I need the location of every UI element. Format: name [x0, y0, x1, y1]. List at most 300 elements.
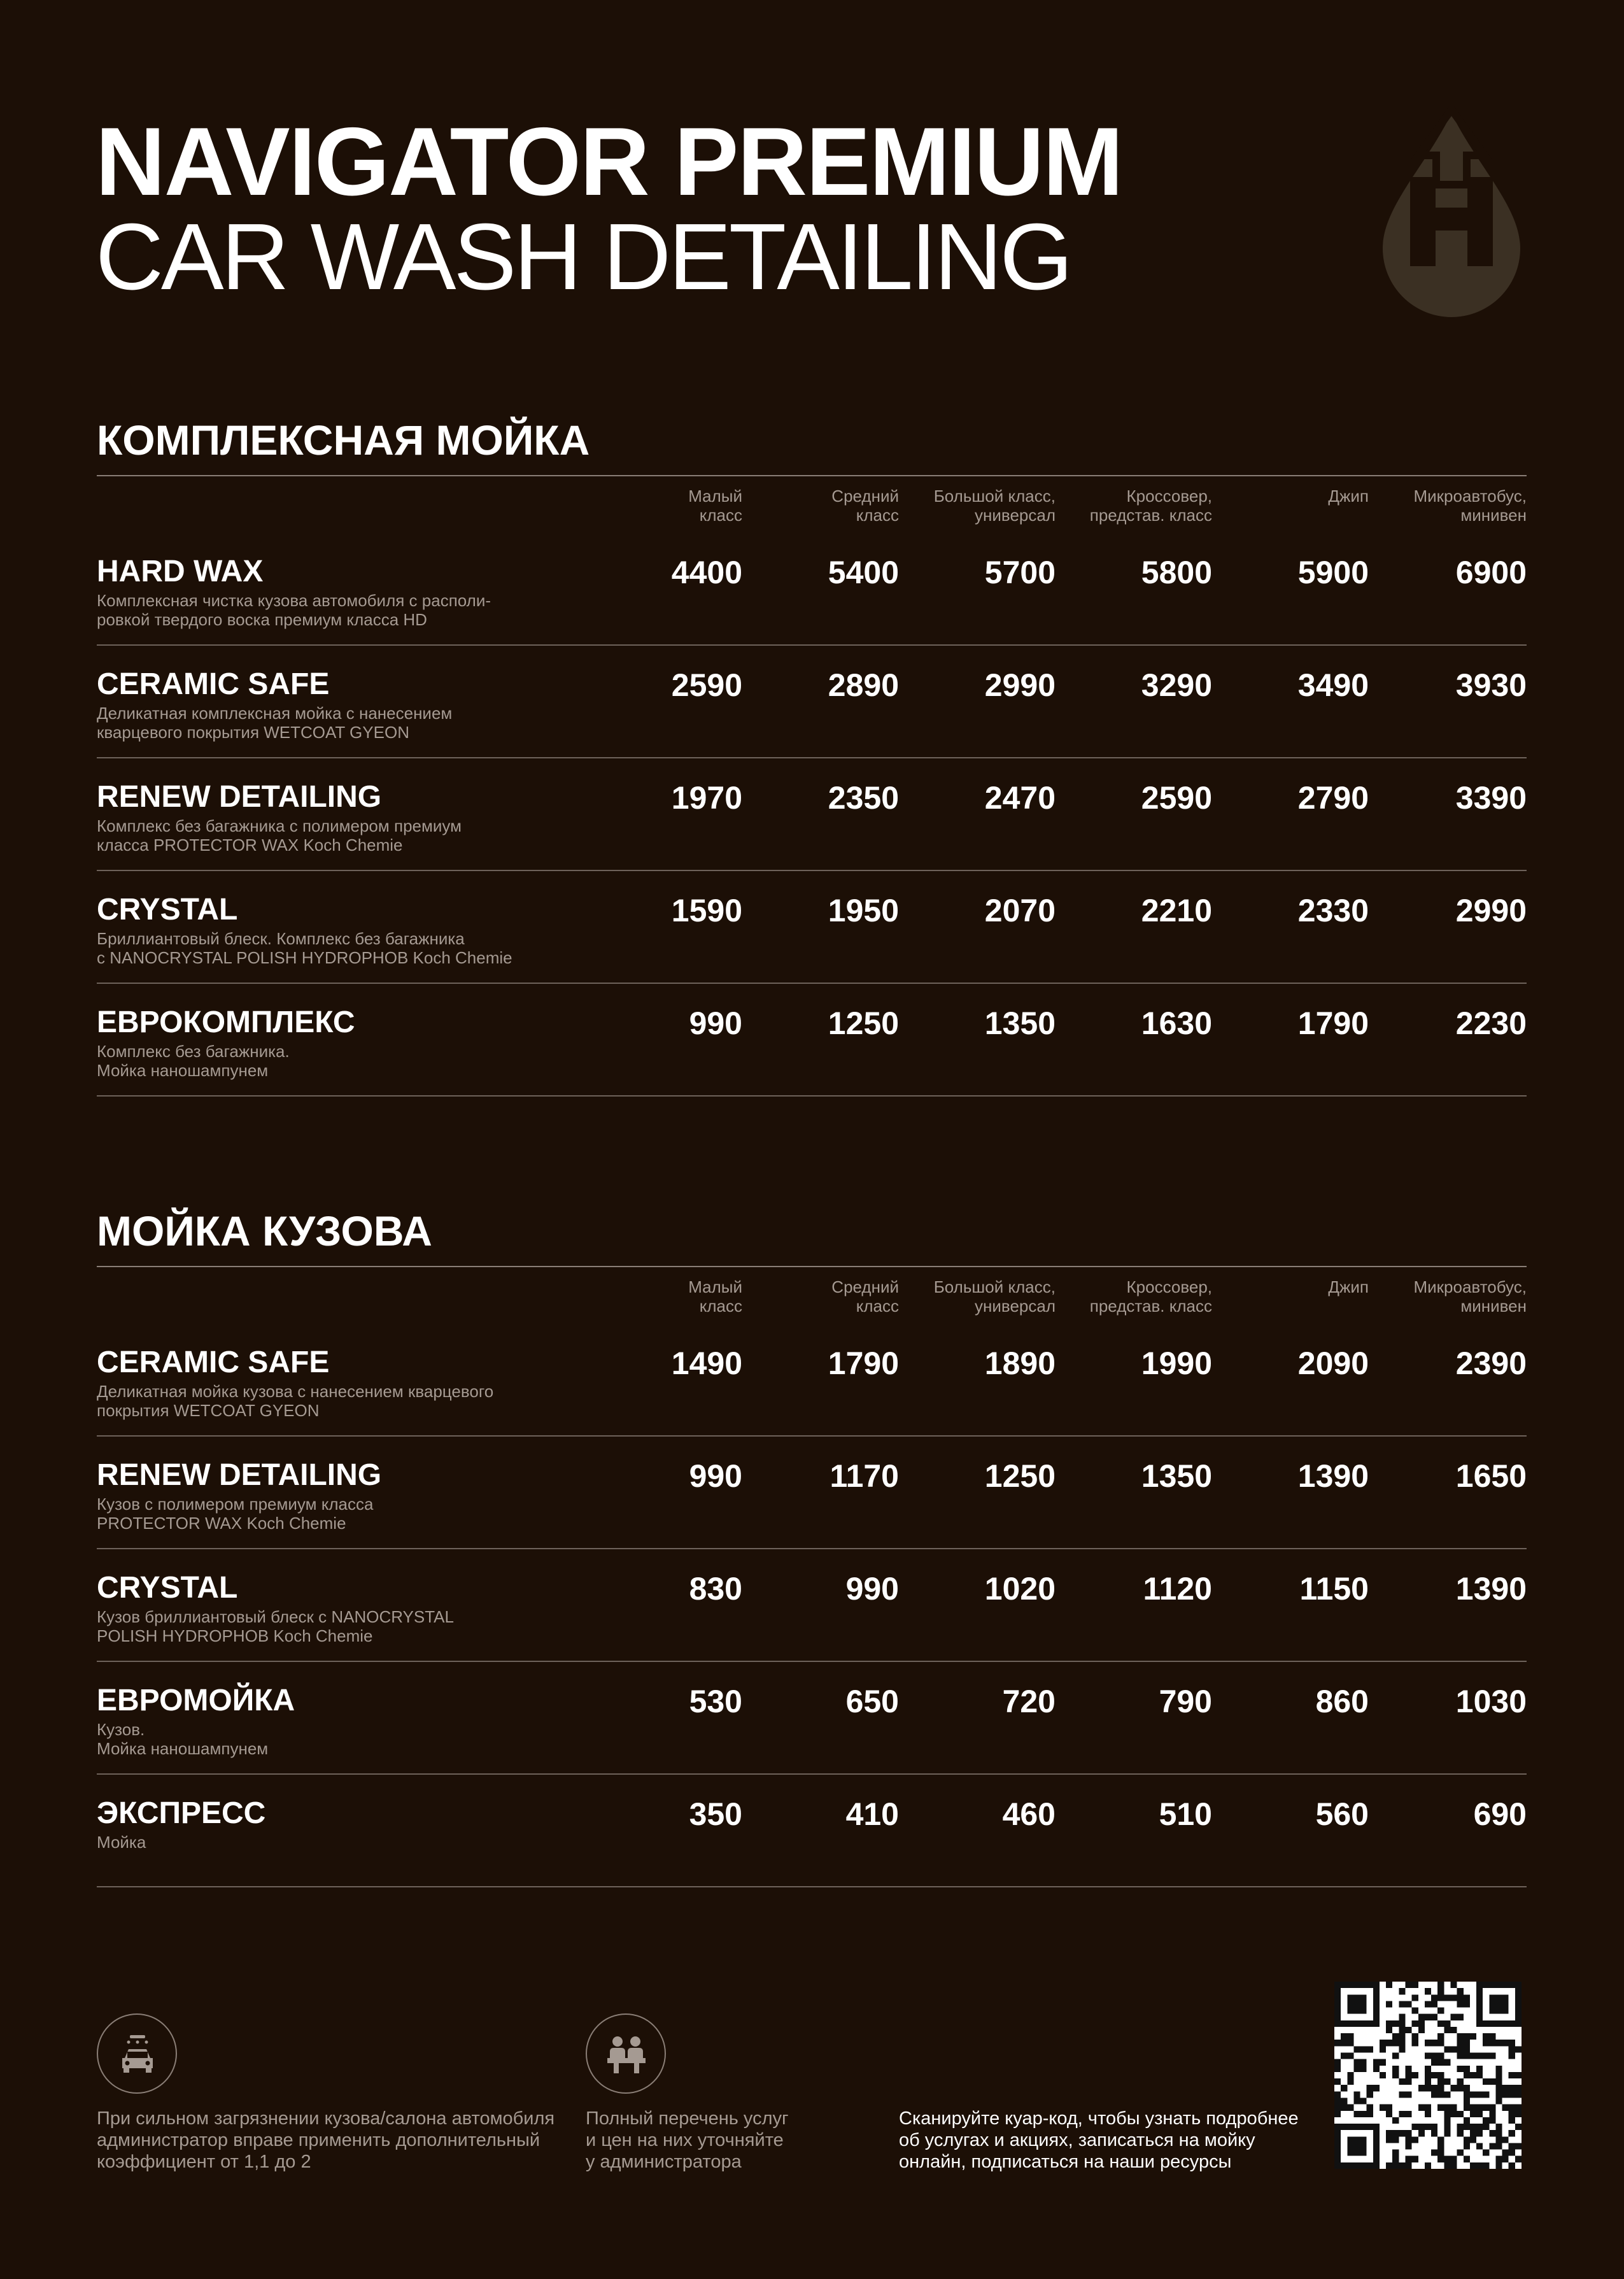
qr-module [1431, 2040, 1437, 2046]
qr-module [1406, 2136, 1412, 2143]
qr-module [1515, 1988, 1522, 1994]
price-cell: 6900 [1455, 555, 1527, 590]
qr-module [1515, 2143, 1522, 2149]
qr-module [1353, 2020, 1360, 2027]
qr-module [1360, 2059, 1367, 2066]
column-header [1222, 1277, 1369, 1296]
qr-module [1334, 2040, 1341, 2046]
service-description: Комплекс без багажника с полимером премиум класса PROTECTOR WAX Koch Chemie [97, 816, 462, 855]
qr-module [1470, 2162, 1476, 2169]
price-cell: 3390 [1455, 780, 1527, 816]
qr-code-icon[interactable] [1334, 1982, 1522, 2169]
qr-module [1412, 2020, 1418, 2027]
qr-module [1360, 2008, 1367, 2014]
qr-module [1495, 2072, 1502, 2078]
column-header [1222, 486, 1369, 506]
qr-module [1360, 2143, 1367, 2149]
title-line-2: CAR WASH DETAILING [95, 204, 1071, 309]
qr-module [1341, 2162, 1347, 2169]
qr-module [1495, 2143, 1502, 2149]
qr-module [1399, 2027, 1405, 2033]
qr-module [1489, 2008, 1495, 2014]
droplet-logo-icon [1375, 96, 1528, 318]
qr-module [1444, 2156, 1450, 2162]
qr-module [1431, 2150, 1437, 2156]
row-divider [97, 1435, 1527, 1437]
qr-module [1392, 2020, 1399, 2027]
qr-module [1334, 2111, 1341, 2117]
row-divider [97, 1661, 1527, 1662]
qr-module [1367, 2124, 1373, 2130]
qr-module [1418, 2014, 1425, 2020]
price-cell: 2990 [1455, 893, 1527, 928]
column-header [596, 486, 742, 525]
qr-module [1353, 2001, 1360, 2007]
qr-module [1392, 2053, 1399, 2059]
qr-module [1502, 2040, 1509, 2046]
service-name: HARD WAX [97, 555, 264, 588]
qr-module [1386, 2040, 1392, 2046]
qr-module [1386, 2130, 1392, 2136]
qr-module [1412, 2156, 1418, 2162]
column-header-line: Джип [1328, 486, 1369, 506]
qr-module [1392, 2150, 1399, 2156]
qr-module [1464, 2066, 1470, 2072]
qr-module [1457, 2111, 1464, 2117]
price-cell: 3490 [1297, 667, 1369, 703]
qr-module [1483, 2078, 1489, 2085]
qr-module [1483, 1982, 1489, 1988]
qr-module [1360, 1982, 1367, 1988]
qr-module [1483, 2124, 1489, 2130]
qr-module [1515, 2020, 1522, 2027]
qr-module [1489, 2117, 1495, 2124]
qr-module [1464, 2053, 1470, 2059]
price-cell: 2210 [1141, 893, 1212, 928]
qr-module [1347, 2143, 1353, 2149]
qr-module [1412, 1994, 1418, 2001]
qr-module [1373, 1988, 1380, 1994]
qr-module [1347, 1982, 1353, 1988]
qr-module [1360, 2136, 1367, 2143]
qr-module [1502, 2091, 1509, 2098]
column-header-line: Кроссовер, [1126, 1277, 1212, 1296]
qr-module [1367, 2085, 1373, 2091]
qr-module [1457, 2033, 1464, 2040]
qr-module [1399, 2130, 1405, 2136]
qr-module [1406, 2130, 1412, 2136]
price-cell: 720 [1002, 1684, 1056, 1719]
qr-module [1502, 1994, 1509, 2001]
qr-module [1406, 2066, 1412, 2072]
qr-module [1399, 2046, 1405, 2052]
qr-module [1470, 2033, 1476, 2040]
qr-module [1353, 2098, 1360, 2104]
qr-module [1457, 2040, 1464, 2046]
column-header-line: Микроавтобус, [1413, 1277, 1527, 1296]
column-header-line: Малый [688, 486, 742, 506]
qr-module [1353, 2066, 1360, 2072]
qr-module [1476, 2091, 1483, 2098]
qr-module [1457, 2085, 1464, 2091]
qr-module [1386, 2020, 1392, 2027]
qr-module [1334, 2143, 1341, 2149]
column-header-line: Кроссовер, [1126, 486, 1212, 506]
column-header [1380, 1277, 1527, 1316]
qr-module [1386, 2111, 1392, 2117]
column-header-line: универсал [975, 506, 1056, 525]
row-divider [97, 983, 1527, 984]
qr-module [1437, 2020, 1444, 2027]
qr-module [1502, 2136, 1509, 2143]
qr-module [1425, 2072, 1431, 2078]
qr-module [1373, 2001, 1380, 2007]
qr-module [1444, 2124, 1450, 2130]
qr-module [1334, 1982, 1341, 1988]
qr-module [1373, 2162, 1380, 2169]
column-header-line: класс [699, 506, 742, 525]
price-cell: 1250 [828, 1005, 899, 1041]
qr-module [1406, 2111, 1412, 2117]
qr-module [1489, 2111, 1495, 2117]
qr-module [1444, 2046, 1450, 2052]
qr-module [1444, 2091, 1450, 2098]
price-cell: 1120 [1143, 1571, 1212, 1607]
qr-module [1386, 2105, 1392, 2111]
column-header-line: Большой класс, [933, 1277, 1056, 1296]
qr-module [1457, 2046, 1464, 2052]
price-cell: 4400 [671, 555, 742, 590]
qr-module [1515, 2156, 1522, 2162]
price-cell: 1390 [1297, 1458, 1369, 1494]
qr-module [1373, 2014, 1380, 2020]
qr-module [1334, 2105, 1341, 2111]
column-header-line: минивен [1460, 506, 1527, 525]
column-header-line: Малый [688, 1277, 742, 1296]
qr-module [1373, 2143, 1380, 2149]
qr-module [1509, 2072, 1515, 2078]
qr-module [1386, 2001, 1392, 2007]
price-cell: 2890 [828, 667, 899, 703]
qr-module [1470, 2091, 1476, 2098]
price-cell: 1150 [1299, 1571, 1369, 1607]
qr-module [1425, 1988, 1431, 1994]
qr-module [1476, 2053, 1483, 2059]
qr-module [1495, 2130, 1502, 2136]
qr-module [1412, 2033, 1418, 2040]
qr-module [1392, 2117, 1399, 2124]
price-cell: 990 [689, 1005, 742, 1041]
qr-module [1476, 1988, 1483, 1994]
qr-module [1334, 2156, 1341, 2162]
price-cell: 5900 [1297, 555, 1369, 590]
qr-module [1437, 2105, 1444, 2111]
qr-module [1392, 2130, 1399, 2136]
row-divider [97, 644, 1527, 646]
qr-module [1341, 1982, 1347, 1988]
qr-module [1450, 2046, 1457, 2052]
qr-module [1483, 2020, 1489, 2027]
column-header-line: минивен [1460, 1296, 1527, 1316]
price-cell: 1950 [828, 893, 899, 928]
qr-module [1509, 2130, 1515, 2136]
qr-module [1418, 2020, 1425, 2027]
qr-module [1444, 2162, 1450, 2169]
column-header-line: универсал [975, 1296, 1056, 1316]
price-cell: 2790 [1297, 780, 1369, 816]
qr-module [1412, 2072, 1418, 2078]
qr-module [1444, 2111, 1450, 2117]
qr-module [1334, 2162, 1341, 2169]
qr-module [1437, 2156, 1444, 2162]
service-name: ЕВРОКОМПЛЕКС [97, 1005, 355, 1039]
column-header [909, 1277, 1056, 1316]
qr-module [1386, 1982, 1392, 1988]
qr-module [1464, 2085, 1470, 2091]
price-cell: 1250 [984, 1458, 1056, 1494]
qr-module [1412, 2136, 1418, 2143]
price-cell: 1590 [671, 893, 742, 928]
service-description: Деликатная комплексная мойка с нанесением кварцевого покрытия WETCOAT GYEON [97, 704, 453, 742]
qr-module [1509, 2040, 1515, 2046]
qr-module [1470, 2136, 1476, 2143]
price-cell: 1890 [984, 1345, 1056, 1381]
qr-module [1464, 2001, 1470, 2007]
admin-note: Полный перечень услуг и цен на них уточняйте у администратора [586, 2108, 789, 2172]
service-name: CRYSTAL [97, 893, 238, 927]
qr-module [1464, 2117, 1470, 2124]
price-cell: 1020 [984, 1571, 1056, 1607]
qr-module [1431, 2001, 1437, 2007]
qr-module [1334, 2078, 1341, 2085]
price-cell: 460 [1002, 1796, 1056, 1832]
qr-module [1464, 2156, 1470, 2162]
service-name: RENEW DETAILING [97, 1458, 382, 1492]
qr-module [1464, 2040, 1470, 2046]
qr-module [1457, 2124, 1464, 2130]
qr-module [1509, 2046, 1515, 2052]
price-cell: 990 [689, 1458, 742, 1494]
qr-module [1495, 2078, 1502, 2085]
price-cell: 2390 [1455, 1345, 1527, 1381]
qr-module [1489, 2001, 1495, 2007]
qr-module [1373, 2066, 1380, 2072]
price-cell: 650 [845, 1684, 899, 1719]
qr-module [1444, 1994, 1450, 2001]
qr-module [1489, 1994, 1495, 2001]
qr-module [1502, 2001, 1509, 2007]
qr-module [1515, 1982, 1522, 1988]
qr-module [1406, 2027, 1412, 2033]
qr-module [1515, 2111, 1522, 2117]
qr-module [1476, 2014, 1483, 2020]
price-cell: 1990 [1141, 1345, 1212, 1381]
price-cell: 2590 [671, 667, 742, 703]
qr-module [1406, 2143, 1412, 2149]
qr-module [1418, 2124, 1425, 2130]
column-header-line: Микроавтобус, [1413, 486, 1527, 506]
service-name: ЭКСПРЕСС [97, 1796, 266, 1830]
qr-module [1406, 2156, 1412, 2162]
qr-module [1450, 1982, 1457, 1988]
price-cell: 2590 [1141, 780, 1212, 816]
qr-module [1425, 2040, 1431, 2046]
service-description: Кузов с полимером премиум класса PROTECTOR WAX Koch Chemie [97, 1494, 374, 1533]
price-cell: 990 [845, 1571, 899, 1607]
qr-module [1399, 2091, 1405, 2098]
column-header-line: представ. класс [1089, 506, 1212, 525]
qr-module [1380, 2059, 1386, 2066]
qr-module [1476, 1982, 1483, 1988]
section-title: КОМПЛЕКСНАЯ МОЙКА [97, 416, 590, 464]
qr-module [1464, 2143, 1470, 2149]
price-cell: 1650 [1455, 1458, 1527, 1494]
qr-module [1476, 2072, 1483, 2078]
qr-module [1450, 1994, 1457, 2001]
price-cell: 1030 [1455, 1684, 1527, 1719]
qr-module [1341, 2053, 1347, 2059]
qr-module [1450, 2014, 1457, 2020]
service-description: Деликатная мойка кузова с нанесением кварцевого покрытия WETCOAT GYEON [97, 1382, 494, 1420]
qr-module [1392, 2033, 1399, 2040]
qr-module [1425, 2105, 1431, 2111]
qr-module [1515, 2085, 1522, 2091]
price-cell: 1970 [671, 780, 742, 816]
qr-module [1464, 2124, 1470, 2130]
price-cell: 2090 [1297, 1345, 1369, 1381]
qr-module [1341, 2040, 1347, 2046]
qr-module [1476, 2143, 1483, 2149]
qr-module [1489, 2078, 1495, 2085]
qr-module [1373, 2085, 1380, 2091]
price-cell: 1790 [1297, 1005, 1369, 1041]
qr-module [1437, 1982, 1444, 1988]
qr-module [1347, 2040, 1353, 2046]
qr-module [1360, 2046, 1367, 2052]
qr-module [1425, 2124, 1431, 2130]
qr-module [1386, 2136, 1392, 2143]
qr-module [1353, 2059, 1360, 2066]
qr-module [1431, 2085, 1437, 2091]
qr-module [1347, 2033, 1353, 2040]
qr-module [1450, 2105, 1457, 2111]
qr-module [1476, 2066, 1483, 2072]
qr-module [1437, 2033, 1444, 2040]
qr-module [1399, 2111, 1405, 2117]
qr-module [1425, 2001, 1431, 2007]
price-cell: 410 [845, 1796, 899, 1832]
qr-module [1412, 2008, 1418, 2014]
qr-module [1502, 2105, 1509, 2111]
qr-module [1412, 2040, 1418, 2046]
qr-module [1425, 2078, 1431, 2085]
qr-module [1418, 2130, 1425, 2136]
qr-module [1495, 2156, 1502, 2162]
qr-module [1502, 2150, 1509, 2156]
service-name: ЕВРОМОЙКА [97, 1684, 295, 1717]
price-cell: 2070 [984, 893, 1056, 928]
qr-module [1515, 1994, 1522, 2001]
column-header [752, 1277, 899, 1316]
qr-module [1431, 2091, 1437, 2098]
qr-module [1347, 2162, 1353, 2169]
qr-module [1334, 2091, 1341, 2098]
qr-module [1489, 2143, 1495, 2149]
qr-module [1515, 2008, 1522, 2014]
price-cell: 510 [1159, 1796, 1212, 1832]
qr-module [1509, 2053, 1515, 2059]
qr-module [1444, 2078, 1450, 2085]
qr-module [1489, 2105, 1495, 2111]
qr-module [1347, 2020, 1353, 2027]
qr-module [1509, 2091, 1515, 2098]
qr-module [1380, 2105, 1386, 2111]
qr-module [1353, 2143, 1360, 2149]
qr-module [1399, 2001, 1405, 2007]
qr-module [1353, 2046, 1360, 2052]
qr-module [1509, 2143, 1515, 2149]
qr-module [1495, 2136, 1502, 2143]
qr-module [1464, 1994, 1470, 2001]
qr-module [1360, 2162, 1367, 2169]
qr-module [1406, 2078, 1412, 2085]
qr-module [1457, 2066, 1464, 2072]
qr-module [1457, 2053, 1464, 2059]
qr-module [1470, 2053, 1476, 2059]
qr-module [1425, 2162, 1431, 2169]
qr-module [1502, 2085, 1509, 2091]
qr-module [1399, 1988, 1405, 1994]
qr-module [1334, 2059, 1341, 2066]
qr-module [1489, 1982, 1495, 1988]
qr-module [1450, 2111, 1457, 2117]
qr-module [1431, 1994, 1437, 2001]
qr-module [1457, 1994, 1464, 2001]
qr-module [1367, 2091, 1373, 2098]
qr-module [1483, 2162, 1489, 2169]
qr-module [1341, 2020, 1347, 2027]
section-top-rule [97, 1266, 1527, 1267]
qr-module [1360, 2001, 1367, 2007]
qr-module [1483, 2105, 1489, 2111]
column-header-line: класс [856, 1296, 899, 1316]
price-cell: 2330 [1297, 893, 1369, 928]
qr-module [1476, 2020, 1483, 2027]
row-divider [97, 1886, 1527, 1887]
price-cell: 1790 [828, 1345, 899, 1381]
price-cell: 2350 [828, 780, 899, 816]
qr-module [1444, 2059, 1450, 2066]
qr-module [1515, 2105, 1522, 2111]
column-header-line: Джип [1328, 1277, 1369, 1296]
service-description: Комплекс без багажника. Мойка наношампунем [97, 1042, 290, 1080]
qr-module [1406, 2001, 1412, 2007]
qr-module [1457, 2078, 1464, 2085]
qr-module [1495, 1982, 1502, 1988]
service-description: Бриллиантовый блеск. Комплекс без багажника с NANOCRYSTAL POLISH HYDROPHOB Koch Chemie [97, 929, 512, 967]
qr-module [1367, 1982, 1373, 1988]
column-header-line: Большой класс, [933, 486, 1056, 506]
qr-module [1495, 2085, 1502, 2091]
qr-module [1437, 2143, 1444, 2149]
qr-module [1437, 2085, 1444, 2091]
price-cell: 1490 [671, 1345, 742, 1381]
qr-module [1373, 1994, 1380, 2001]
qr-module [1341, 2098, 1347, 2104]
qr-module [1495, 2008, 1502, 2014]
qr-module [1437, 2078, 1444, 2085]
qr-module [1347, 2078, 1353, 2085]
